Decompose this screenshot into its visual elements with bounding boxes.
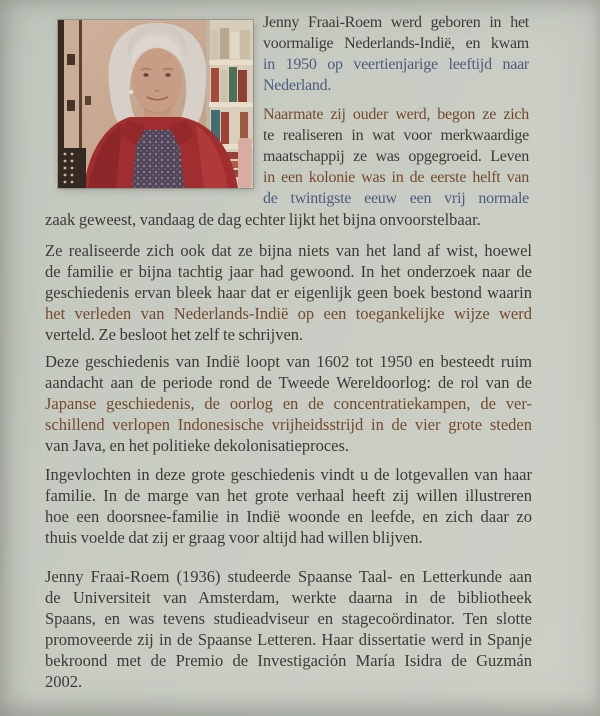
text-line: de twintigste eeuw een vrij normale — [263, 190, 529, 207]
text-line: bekroond met de Premio de Investigación María Isidra de Guzmán — [45, 651, 532, 670]
paragraph-intro-2 — [263, 104, 529, 209]
text-line: thuis voelde dat zij er graag voor altijd had willen blijven. — [45, 528, 423, 547]
text-line: het verleden van Nederlands-Indië op een toegankelijke wijze werd — [45, 304, 532, 323]
text-line: Jenny Fraai-Roem werd geboren in het — [263, 14, 529, 31]
author-photo — [58, 20, 253, 188]
text-line: Ingevlochten in deze grote geschiedenis vindt u de lotgevallen van haar — [45, 465, 532, 484]
text-line: Ze realiseerde zich ook dat ze bijna niets van het land af wist, hoewel — [45, 241, 532, 260]
text-line: verteld. Ze besloot het zelf te schrijven. — [45, 325, 304, 344]
text-line: Deze geschiedenis van Indië loopt van 1602 tot 1950 en besteedt ruim — [45, 352, 532, 371]
text-line: de Universiteit van Amsterdam, werkte daarna in de bibliotheek — [45, 588, 532, 607]
paragraph-book-scope — [45, 351, 532, 456]
text-line: zaak geweest, vandaag de dag echter lijkt het bijna onvoorstelbaar. — [45, 210, 481, 229]
paragraph-family — [45, 464, 532, 548]
text-line: Spaans, en was tevens studieadviseur en stagecoördinator. Ten slotte — [45, 609, 532, 628]
text-line: Japanse geschiedenis, de oorlog en de concentratiekampen, de ver- — [45, 394, 532, 413]
pink-book — [238, 138, 252, 188]
text-line: in een kolonie was in de eerste helft van — [263, 169, 529, 186]
author-photo-illustration — [58, 20, 253, 188]
text-line: aandacht aan de periode rond de Tweede Wereldoorlog: de rol van de — [45, 373, 532, 392]
text-line: Nederland. — [263, 77, 332, 94]
paragraph-intro-1 — [263, 12, 529, 96]
text-line: Naarmate zij ouder werd, begon ze zich — [263, 106, 529, 123]
text-line: hoe een doorsnee-familie in Indië woonde en leefde, en zich daar zo — [45, 507, 532, 526]
paragraph-author-bio — [45, 566, 532, 692]
top-row — [45, 12, 600, 209]
paragraph-bridge-line — [45, 209, 532, 230]
text-line: geschiedenis ervan bleek haar dat er eigenlijk geen boek bestond waarin — [45, 283, 532, 302]
cover-content — [0, 12, 600, 692]
text-line: van Java, en het politieke dekolonisatieproces. — [45, 436, 350, 455]
text-line: voormalige Nederlands-Indië, en kwam — [263, 35, 529, 52]
paragraph-research — [45, 240, 532, 345]
text-line: maatschappij ze was opgegroeid. Leven — [263, 148, 529, 165]
text-line: promoveerde zij in de Spaanse Letteren. Haar dissertatie werd in Spanje — [45, 630, 532, 649]
text-line: schillend verlopen Indonesische vrijheidsstrijd in de vier grote steden — [45, 415, 532, 434]
text-line: in 1950 op veertienjarige leeftijd naar — [263, 56, 529, 73]
text-line: 2002. — [45, 672, 83, 691]
text-line: te realiseren in wat voor merkwaardige — [263, 127, 529, 144]
text-line: Jenny Fraai-Roem (1936) studeerde Spaanse Taal- en Letterkunde aan — [45, 567, 532, 586]
text-line: familie. In de marge van het grote verhaal heeft zij willen illustreren — [45, 486, 532, 505]
intro-column — [263, 12, 529, 209]
text-line: de familie er bijna tachtig jaar had gewoond. In het onderzoek naar de — [45, 262, 532, 281]
chair-corner — [58, 148, 86, 188]
